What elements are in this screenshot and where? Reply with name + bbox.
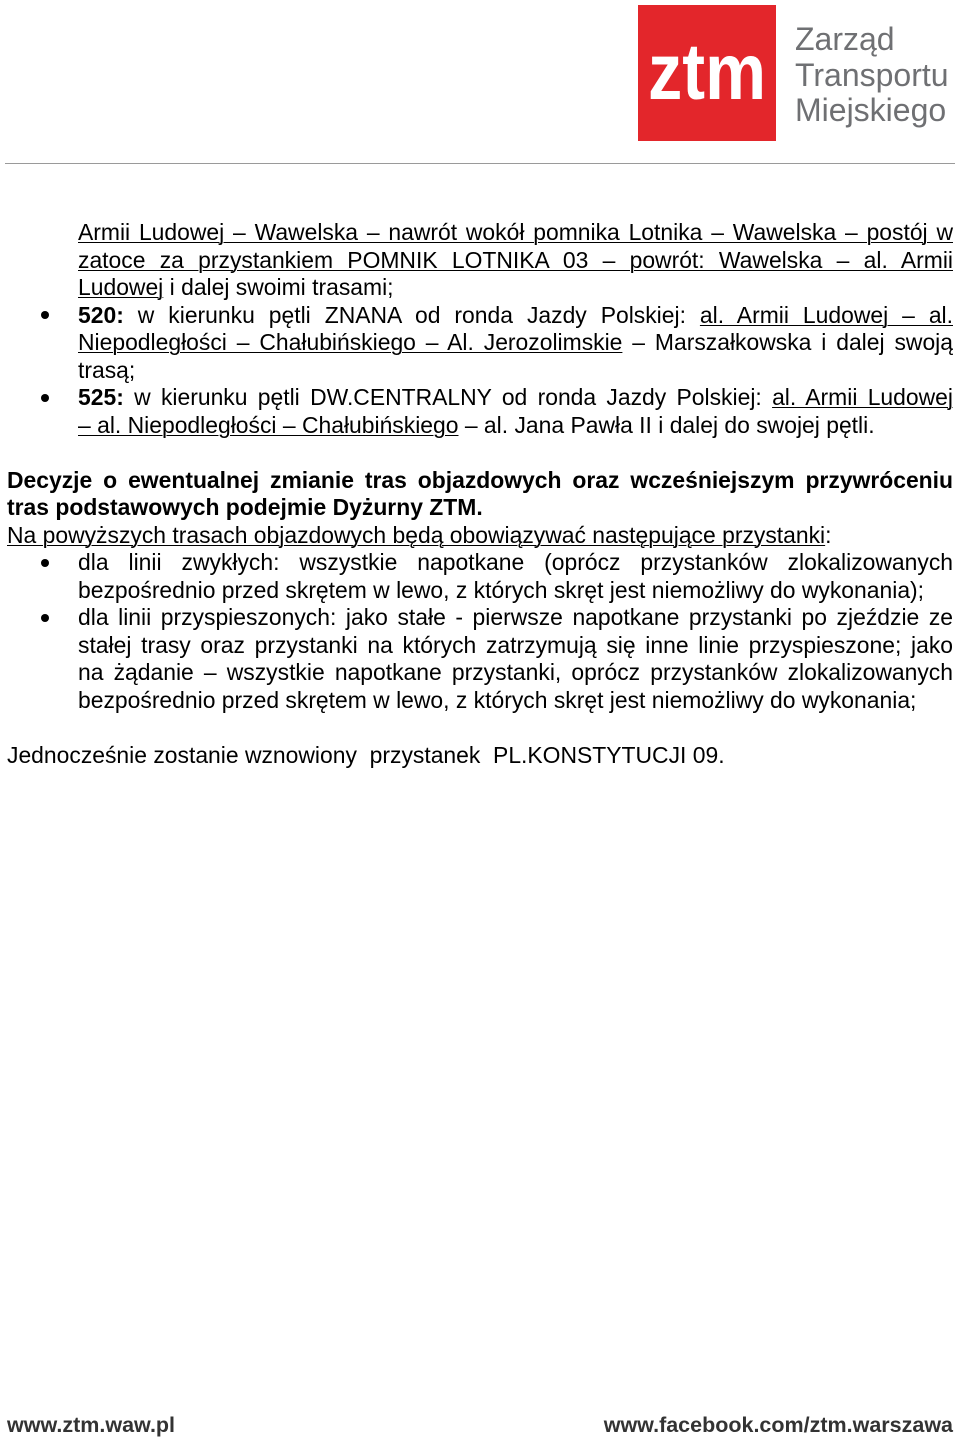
organization-name-line: Miejskiego [795, 92, 947, 128]
stops-intro-text: Na powyższych trasach objazdowych będą obowiązywać następujące przystanki [7, 521, 826, 548]
text-line [78, 302, 953, 330]
text-line: na żądanie – wszystkie napotkane przystanki, oprócz przystanków zlokalizowanych [78, 659, 953, 685]
text-line [78, 329, 953, 357]
route-item-525 [78, 384, 953, 439]
line-number: 525: [78, 384, 124, 410]
text-line: stałej trasy oraz przystanki na których zatrzymują się inne linie przyspieszone; jako [78, 631, 953, 658]
text-line: dla linii zwykłych: wszystkie napotkane (oprócz przystanków zlokalizowanych [78, 549, 953, 575]
direction-text: w kierunku pętli DW.CENTRALNY od ronda Jazdy Polskiej: [123, 384, 773, 410]
resumed-stop-notice: Jednocześnie zostanie wznowiony przystanek PL.KONSTYTUCJI 09. [7, 741, 725, 768]
route-text: al. Armii Ludowej [772, 384, 953, 410]
footer-facebook: www.facebook.com/ztm.warszawa [603, 1413, 953, 1437]
text-line: dla linii przyspieszonych: jako stałe - pierwsze napotkane przystanki po zjeździe ze [78, 604, 953, 630]
route-text: Armii Ludowej – Wawelska – nawrót wokół pomnika Lotnika – Wawelska – postój w [78, 219, 953, 245]
text-line [78, 219, 953, 247]
plain-text: i dalej swoimi trasami; [163, 274, 394, 300]
ztm-logo-mark [638, 5, 776, 141]
decision-notice [7, 467, 953, 522]
organization-name-line: Zarząd [795, 21, 895, 57]
route-continuation [78, 219, 953, 302]
text-line [78, 384, 953, 412]
route-item-520 [78, 302, 953, 385]
route-text: al. Armii Ludowej – al. [699, 301, 953, 328]
document-body [7, 219, 953, 769]
text-line: Decyzje o ewentualnej zmianie tras objazdowych oraz wcześniejszym przywróceniu [7, 466, 953, 493]
plain-text: – Marszałkowska i dalej swoją [622, 329, 953, 355]
footer-website: www.ztm.waw.pl [7, 1413, 176, 1437]
ztm-logo-text: ztm [648, 27, 766, 116]
stops-intro-colon: : [825, 521, 832, 548]
text-line: tras podstawowych podejmie Dyżurny ZTM. [7, 494, 483, 520]
organization-name-line: Transportu [795, 56, 949, 93]
plain-text: trasą; [78, 356, 136, 383]
bullet-icon [41, 311, 49, 319]
organization-name [795, 22, 949, 129]
route-text: Niepodległości – Chałubińskiego – Al. Jerozolimskie [78, 329, 623, 355]
header-divider [5, 163, 955, 164]
stops-item-regular [78, 549, 953, 604]
plain-text: – al. Jana Pawła II i dalej do swojej pętli. [458, 411, 875, 438]
text-line [78, 357, 953, 385]
bullet-icon [41, 394, 49, 402]
route-text: – al. Niepodległości – Chałubińskiego [78, 411, 459, 438]
route-text: Ludowej [78, 274, 164, 300]
bullet-icon [41, 559, 49, 567]
line-number: 520: [78, 301, 124, 328]
ztm-logo [638, 5, 776, 141]
text-line [78, 274, 953, 302]
text-line: bezpośrednio przed skrętem w lewo, z których skręt jest niemożliwy do wykonania; [78, 686, 917, 713]
stops-item-express [78, 604, 953, 714]
route-text: zatoce za przystankiem POMNIK LOTNIKA 03 – powrót: Wawelska – al. Armii [78, 246, 953, 273]
bullet-icon [41, 614, 49, 622]
direction-text: w kierunku pętli ZNANA od ronda Jazdy Polskiej: [123, 301, 700, 328]
text-line [78, 247, 953, 275]
text-line [78, 412, 953, 440]
text-line: bezpośrednio przed skrętem w lewo, z których skręt jest niemożliwy do wykonania); [78, 576, 925, 603]
stops-intro [7, 522, 953, 550]
